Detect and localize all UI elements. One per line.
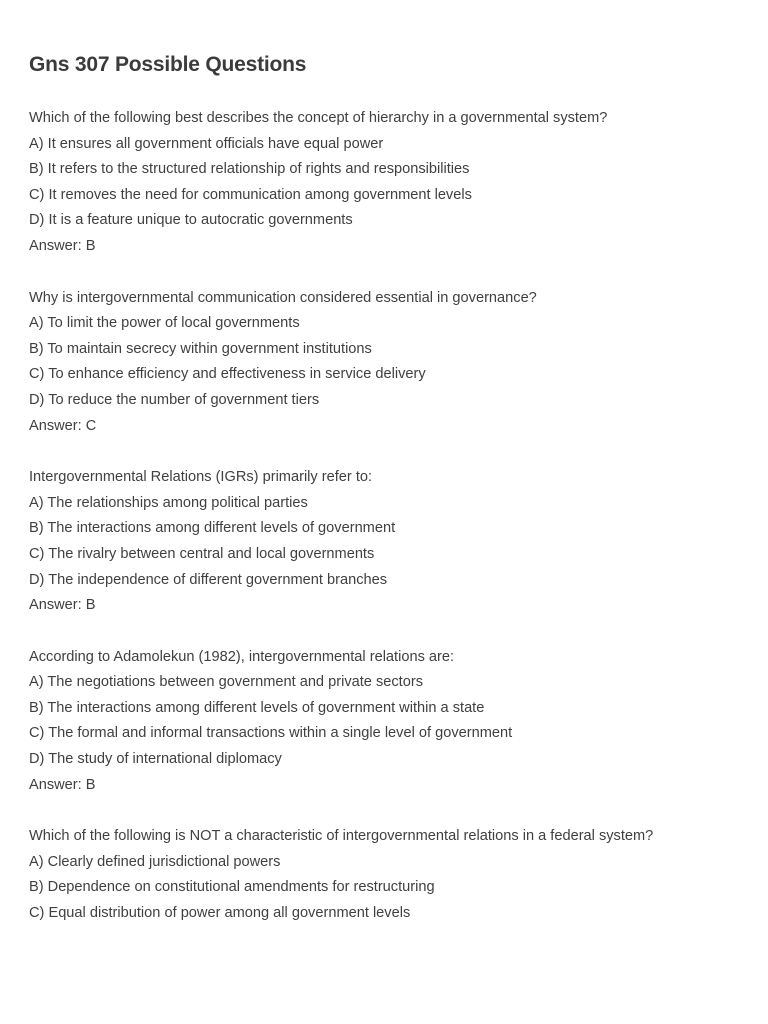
option-b: B) Dependence on constitutional amendments for restructuring	[29, 879, 435, 896]
option-d: D) The independence of different government branches	[29, 571, 388, 588]
question-block-2	[29, 286, 739, 440]
option-c: C) The rivalry between central and local governments	[29, 545, 375, 562]
question-text: Which of the following best describes the concept of hierarchy in a governmental system?	[29, 110, 608, 126]
answer-text: Answer: B	[29, 597, 96, 614]
question-text: According to Adamolekun (1982), intergovernmental relations are:	[29, 648, 455, 665]
option-a: A) To limit the power of local governments	[29, 315, 300, 332]
question-text: Intergovernmental Relations (IGRs) primarily refer to:	[29, 469, 373, 486]
question-block-1	[29, 106, 739, 260]
option-a: A) Clearly defined jurisdictional powers	[29, 853, 281, 870]
document-title: Gns 307 Possible Questions	[29, 53, 307, 76]
option-c: C) The formal and informal transactions within a single level of government	[29, 725, 513, 742]
question-block-4	[29, 645, 739, 799]
option-b: B) The interactions among different levels of government	[29, 520, 396, 537]
option-b: B) To maintain secrecy within government institutions	[29, 340, 372, 357]
question-block-5	[29, 824, 739, 926]
answer-text: Answer: B	[29, 237, 96, 254]
option-d: D) The study of international diplomacy	[29, 751, 282, 768]
option-c: C) Equal distribution of power among all government levels	[29, 905, 411, 922]
option-c: C) To enhance efficiency and effectiveness in service delivery	[29, 366, 426, 383]
option-a: A) The relationships among political parties	[29, 494, 308, 511]
answer-text: Answer: B	[29, 776, 96, 793]
option-b: B) The interactions among different levels of government within a state	[29, 699, 485, 716]
option-d: D) To reduce the number of government tiers	[29, 391, 320, 408]
question-block-3	[29, 465, 739, 619]
option-a: A) It ensures all government officials have equal power	[29, 135, 384, 152]
question-text: Why is intergovernmental communication considered essential in governance?	[29, 289, 537, 306]
option-a: A) The negotiations between government and private sectors	[29, 674, 423, 691]
question-text: Which of the following is NOT a characteristic of intergovernmental relations in a federal system?	[29, 828, 654, 845]
option-b: B) It refers to the structured relationship of rights and responsibilities	[29, 161, 470, 178]
answer-text: Answer: C	[29, 417, 97, 434]
option-c: C) It removes the need for communication among government levels	[29, 186, 472, 203]
option-d: D) It is a feature unique to autocratic governments	[29, 212, 353, 229]
